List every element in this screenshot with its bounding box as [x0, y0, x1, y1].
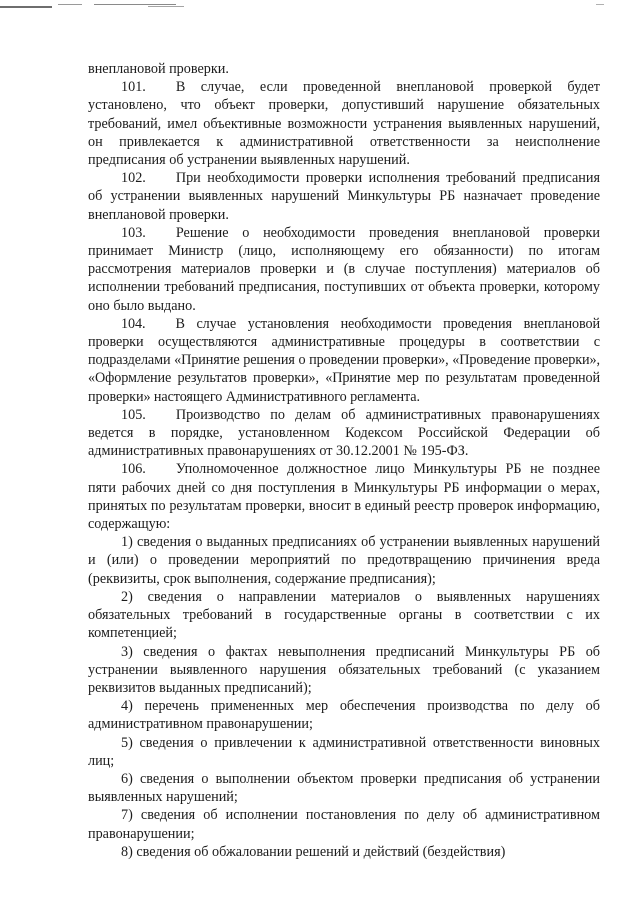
paragraph-number: 105.: [121, 406, 146, 423]
list-item-4: 4) перечень примененных мер обеспечения производства по делу об административном правонарушении;: [88, 698, 600, 733]
list-item-2: 2) сведения о направлении материалов о выявленных нарушениях обязательных требований в государственные органы в соответствии с их компетенцией;: [88, 588, 600, 642]
paragraph-text: Уполномоченное должностное лицо Минкультуры РБ не позднее пяти рабочих дней со дня поступления в Минкультуры РБ информации о мерах, принятых по результатам проверки, вносит в единый реестр проверок информацию, содержащую:: [88, 461, 600, 533]
paragraph-number: 103.: [121, 224, 146, 241]
paragraph-106: [88, 460, 600, 533]
list-item-1: 1) сведения о выданных предписаниях об устранении выявленных нарушений и (или) о проведении мероприятий по предотвращению причинения вреда (реквизиты, срок выполнения, содержание предписания);: [88, 534, 600, 587]
paragraph-104: [88, 315, 600, 406]
list-item-5: 5) сведения о привлечении к административной ответственности виновных лиц;: [88, 734, 600, 769]
paragraph-number: 106.: [121, 461, 146, 478]
scan-artifact-strip: [0, 0, 640, 12]
list-item-7: 7) сведения об исполнении постановления по делу об административном правонарушении;: [88, 807, 600, 842]
list-item-3: 3) сведения о фактах невыполнения предписаний Минкультуры РБ об устранении выявленного нарушения обязательных требований (с указанием реквизитов выданных предписаний);: [88, 643, 600, 696]
scan-artifact: [0, 6, 52, 8]
paragraph-number: 101.: [121, 79, 146, 96]
scan-artifact: [94, 4, 176, 5]
paragraph-text: В случае, если проведенной внеплановой проверкой будет установлено, что объект проверки, допустивший нарушение обязательных требований, имел объективные возможности устранения выявленных нарушений, он привлекается к административной ответственности за неисполнение предписания об устранении выявленных нарушений.: [88, 79, 600, 169]
paragraph-text: Решение о необходимости проведения внеплановой проверки принимает Министр (лицо, исполняющему его обязанности) по итогам рассмотрения материалов проверки и (в случае поступления) материалов об исполнении требований предписания, поступивших от объекта проверки, которому оно было выдано.: [88, 224, 600, 314]
paragraph-103: [88, 224, 600, 315]
lead-fragment: внеплановой проверки.: [88, 61, 229, 77]
paragraph-number: 102.: [121, 170, 146, 187]
paragraph-101: [88, 78, 600, 169]
paragraph-105: [88, 406, 600, 461]
document-page: [88, 60, 600, 861]
scan-artifact: [58, 4, 82, 5]
paragraph-number: 104.: [121, 315, 146, 332]
paragraph-text: Производство по делам об административных правонарушениях ведется в порядке, установленном Кодексом Российской Федерации об административных правонарушениях от 30.12.2001 № 195-ФЗ.: [88, 406, 600, 460]
paragraph-text: При необходимости проверки исполнения требований предписания об устранении выявленных нарушений Минкультуры РБ назначает проведение внеплановой проверки.: [88, 170, 600, 223]
scan-artifact: [148, 6, 184, 7]
paragraph-text: В случае установления необходимости проведения внеплановой проверки осуществляются административные процедуры в соответствии с подразделами «Принятие решения о проведении проверки», «Проведение проверки», «Оформление результатов проверки», «Принятие мер по результатам проведенной проверки» настоящего Административного регламента.: [88, 315, 600, 405]
paragraph-102: [88, 169, 600, 224]
list-item-8: 8) сведения об обжаловании решений и действий (бездействия): [121, 843, 506, 860]
list-item-6: 6) сведения о выполнении объектом проверки предписания об устранении выявленных нарушений;: [88, 770, 600, 806]
scan-artifact: [596, 4, 604, 5]
